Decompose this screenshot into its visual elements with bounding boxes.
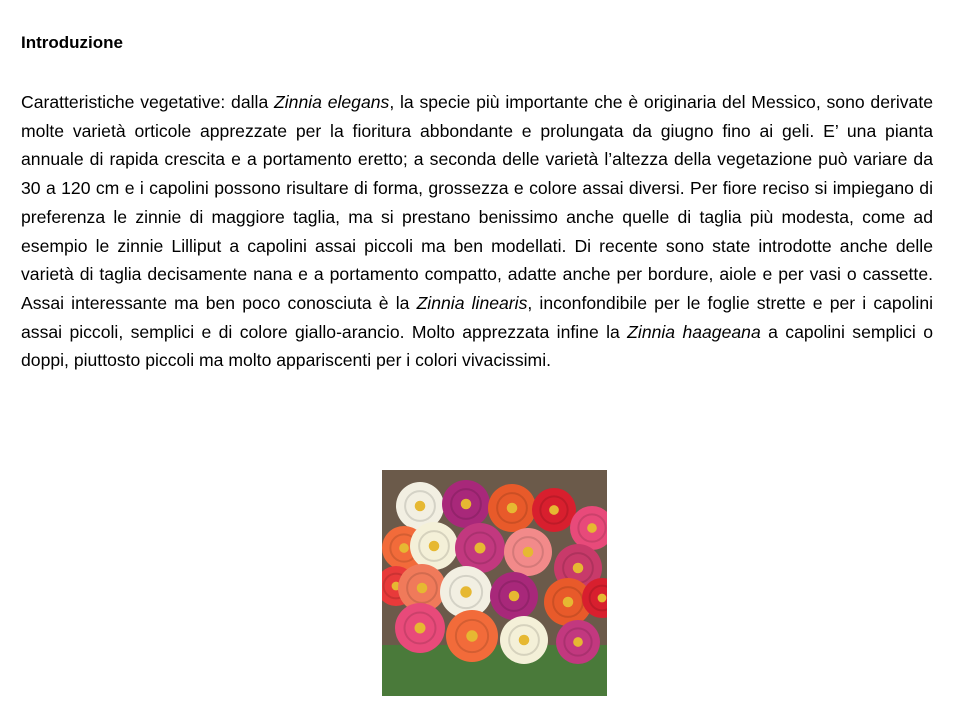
zinnia-flower <box>504 528 552 576</box>
page-title: Introduzione <box>21 33 123 52</box>
zinnia-flower <box>556 620 600 664</box>
text-segment: , la specie più importante che è originaria del Messico, sono derivate molte varietà orticole apprezzate per la fioritura abbondante e prolungata da giugno fino ai geli. E’ una pianta annuale di rapida crescita e a portamento eretto; a seconda delle varietà l’altezza della vegetazione può variare da 30 a 120 cm e i capolini possono risultare di forma, grossezza e colore assai diversi. Per fiore reciso si impiegano di preferenza le zinnie di maggiore taglia, ma si prestano benissimo anche quelle di taglia più modesta, come ad esempio le zinnie Lilliput a capolini assai piccoli ma ben modellati. Di recente sono state introdotte anche delle varietà di taglia decisamente nana e a portamento compatto, adatte anche per bordure, aiole e per vasi o cassette. Assai interessante ma ben poco conosciuta è la <box>21 92 933 313</box>
flower-illustration <box>382 470 607 696</box>
zinnia-flower <box>455 523 505 573</box>
zinnia-flower <box>446 610 498 662</box>
text-segment: a capolini semplici o doppi, piuttosto piccoli ma molto appariscenti per i colori vivacissimi. <box>21 321 933 371</box>
text-segment: , inconfondibile per le foglie strette e per i capolini assai piccoli, semplici e di colore giallo-arancio. Molto apprezzata infine la <box>21 292 934 342</box>
zinnia-flower <box>395 603 445 653</box>
zinnia-flower <box>440 566 492 618</box>
zinnia-flower <box>442 480 490 528</box>
zinnia-flowers-photo <box>382 470 607 696</box>
intro-paragraph <box>21 88 933 375</box>
zinnia-flower <box>488 484 536 532</box>
zinnia-flower <box>490 572 538 620</box>
species-name: Zinnia linearis <box>416 292 528 313</box>
zinnia-flower <box>410 522 458 570</box>
text-segment: Caratteristiche vegetative: dalla <box>21 92 274 112</box>
zinnia-flower <box>500 616 548 664</box>
species-name: Zinnia haageana <box>627 321 761 342</box>
zinnia-flower <box>532 488 576 532</box>
species-name: Zinnia elegans <box>274 92 390 112</box>
